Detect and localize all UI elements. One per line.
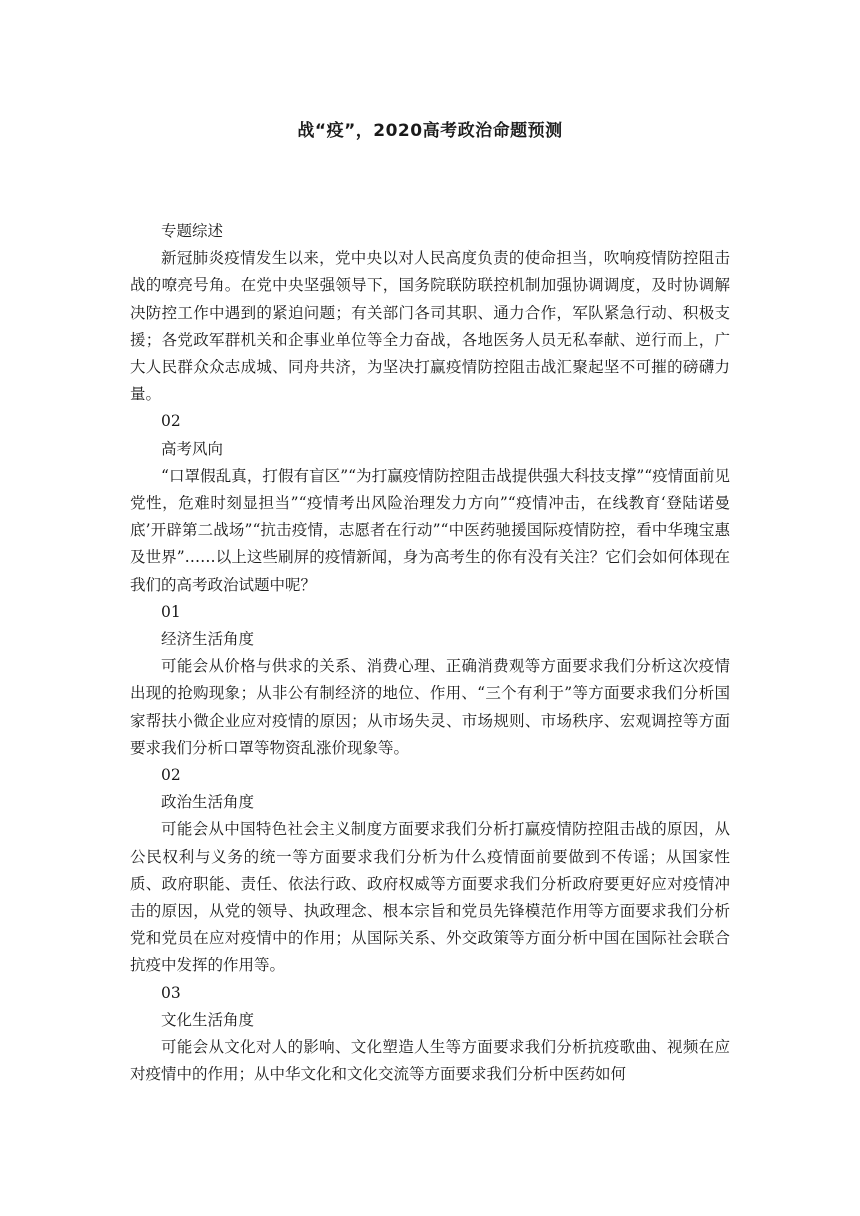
section-number: 02 [161,766,181,785]
section-number: 01 [161,602,181,621]
overview-paragraph: 新冠肺炎疫情发生以来，党中央以对人民高度负责的使命担当，吹响疫情防控阻击战的嘹亮号角。在党中央坚强领导下，国务院联防联控机制加强协调调度，及时协调解决防控工作中遇到的紧迫问题；有关部门各司其职、通力合作，军队紧急行动、积极支援；各党政军群机关和企事业单位等全力奋战，各地医务人员无私奉献、逆行而上，广大人民群众众志成城、同舟共济，为坚决打赢疫情防控阻击战汇聚起坚不可摧的磅礴力量。 [130,249,730,404]
section-heading-overview: 专题综述 [161,222,224,240]
document-body [130,218,730,1089]
culture-paragraph: 可能会从文化对人的影响、文化塑造人生等方面要求我们分析抗疫歌曲、视频在应对疫情中的作用；从中华文化和文化交流等方面要求我们分析中医药如何 [130,1038,730,1084]
section-heading-politics: 政治生活角度 [161,793,255,812]
trend-paragraph: “口罩假乱真，打假有盲区”“为打赢疫情防控阻击战提供强大科技支撑”“疫情面前见党性，危难时刻显担当”“疫情考出风险治理发力方向”“疫情冲击，在线教育‘登陆诺曼底’开辟第二战场”“抗击疫情，志愿者在行动”“中医药驰援国际疫情防控，看中华瑰宝惠及世界”……以上这些刷屏的疫情新闻，身为高考生的你有没有关注？它们会如何体现在我们的高考政治试题中呢？ [130,466,730,594]
politics-paragraph: 可能会从中国特色社会主义制度方面要求我们分析打赢疫情防控阻击战的原因，从公民权利与义务的统一等方面要求我们分析为什么疫情面前要做到不传谣；从国家性质、政府职能、责任、依法行政、政府权威等方面要求我们分析政府要更好应对疫情冲击的原因，从党的领导、执政理念、根本宗旨和党员先锋模范作用等方面要求我们分析党和党员在应对疫情中的作用；从国际关系、外交政策等方面分析中国在国际社会联合抗疫中发挥的作用等。 [130,820,730,975]
section-heading-economy: 经济生活角度 [161,630,255,649]
economy-paragraph: 可能会从价格与供求的关系、消费心理、正确消费观等方面要求我们分析这次疫情出现的抢购现象；从非公有制经济的地位、作用、“三个有利于”等方面要求我们分析国家帮扶小微企业应对疫情的原因；从市场失灵、市场规则、市场秩序、宏观调控等方面要求我们分析口罩等物资乱涨价现象等。 [130,657,730,757]
section-heading-trend: 高考风向 [161,439,224,458]
section-number: 03 [161,983,181,1002]
document-title: 战“疫”，2020高考政治命题预测 [297,121,563,141]
section-number: 02 [161,412,181,431]
section-heading-culture: 文化生活角度 [161,1010,255,1029]
